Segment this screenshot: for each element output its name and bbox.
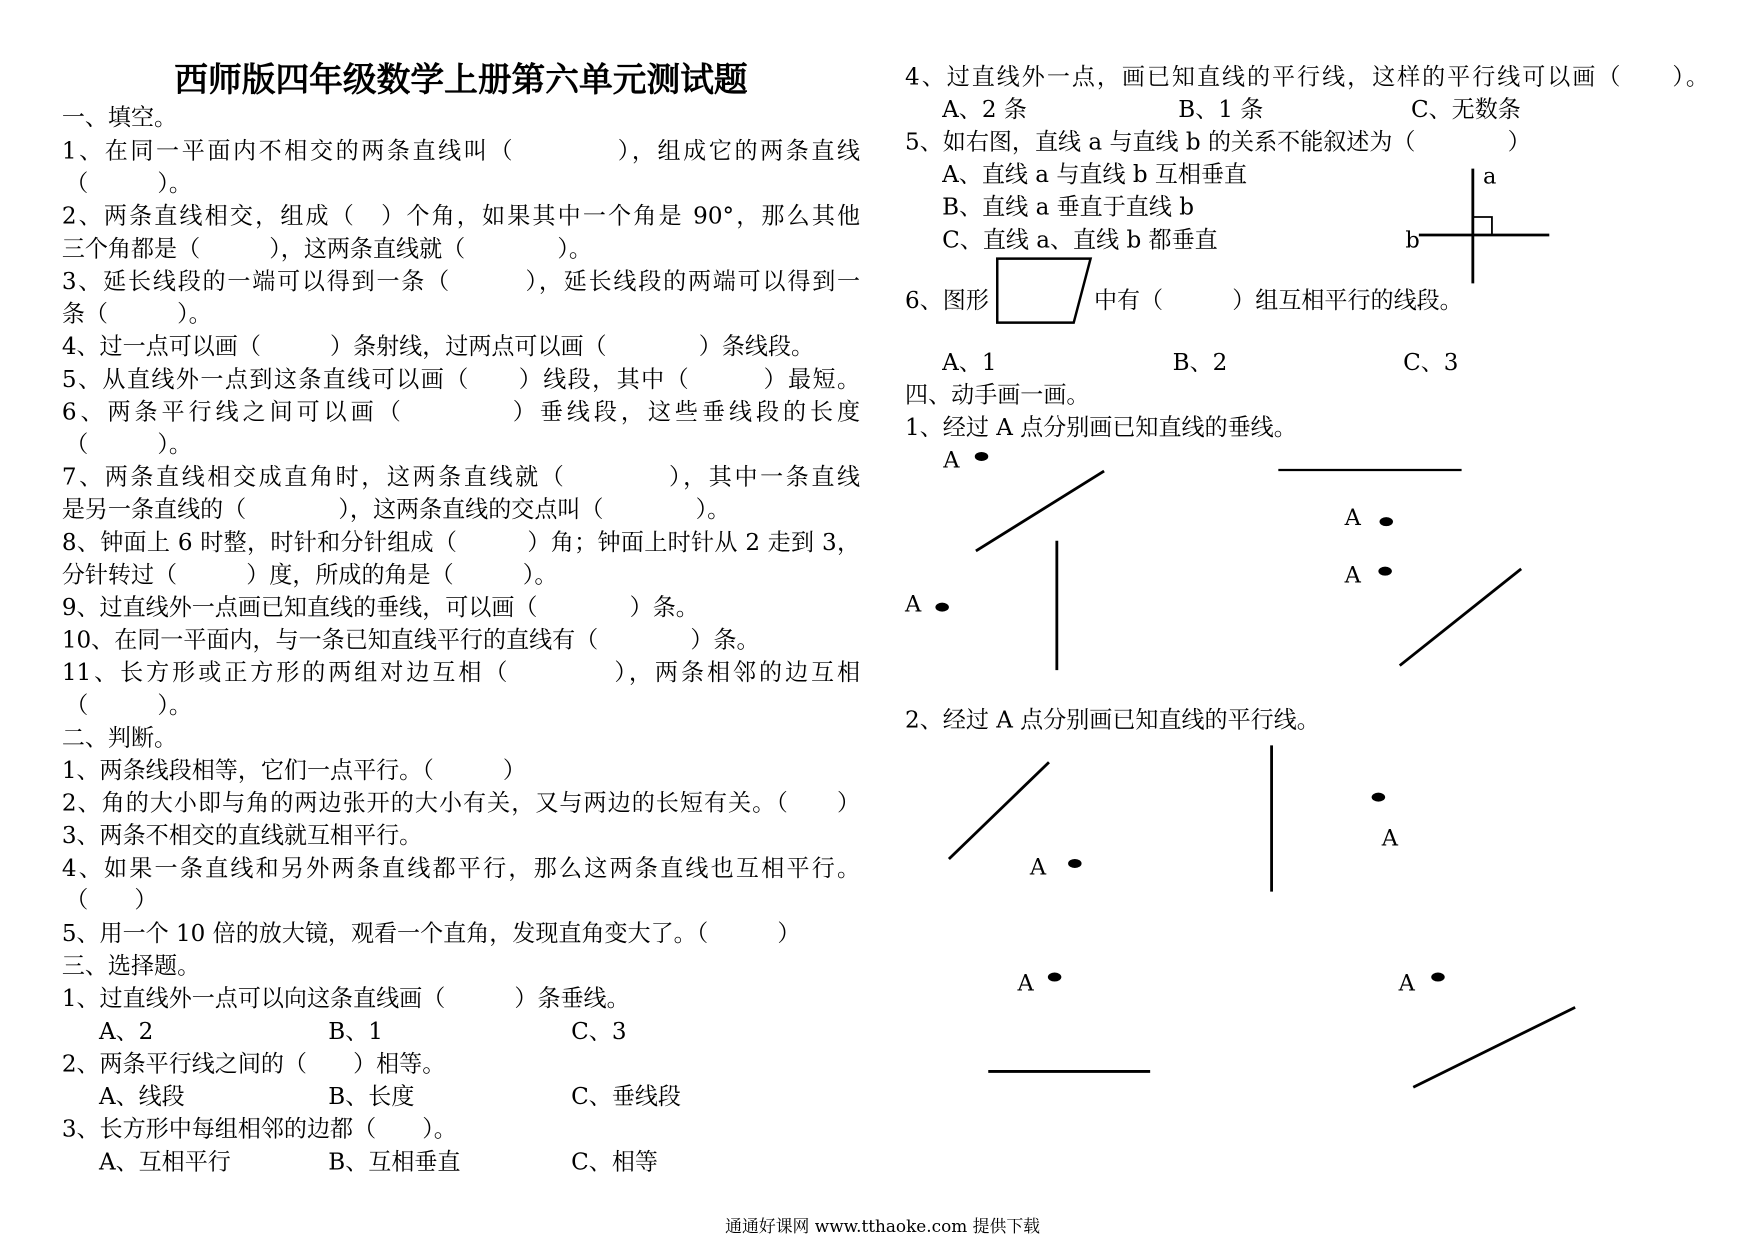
fill-blank-line: 6、两条平行线之间可以画（ ）垂线段，这些垂线段的长度 bbox=[61, 398, 861, 425]
point-a-dot bbox=[1048, 973, 1061, 982]
point-a-dot bbox=[935, 603, 948, 612]
fill-blank-line: 10、在同一平面内，与一条已知直线平行的直线有（ ）条。 bbox=[61, 626, 760, 654]
fill-blank-line: 5、从直线外一点到这条直线可以画（ ）线段，其中（ ）最短。 bbox=[61, 365, 861, 393]
point-a-label: A bbox=[943, 446, 960, 474]
option-b: B、1 条 bbox=[1178, 95, 1264, 123]
drawing-task-prompt: 1、经过 A 点分别画已知直线的垂线。 bbox=[905, 413, 1297, 441]
section-heading-fill-blank: 一、填空。 bbox=[61, 103, 178, 131]
judge-line: 5、用一个 10 倍的放大镜，观看一个直角，发现直角变大了。（ ） bbox=[61, 919, 801, 947]
fill-blank-line: 是另一条直线的（ ），这两条直线的交点叫（ ）。 bbox=[61, 495, 731, 523]
point-a-dot bbox=[1380, 517, 1393, 526]
section-heading-choice: 三、选择题。 bbox=[61, 952, 201, 980]
point-a-label: A bbox=[1398, 969, 1415, 997]
exam-title: 西师版四年级数学上册第六单元测试题 bbox=[174, 60, 748, 101]
fill-blank-line: 9、过直线外一点画已知直线的垂线，可以画（ ）条。 bbox=[61, 593, 699, 621]
option-a: A、2 bbox=[98, 1017, 154, 1045]
question-stem: 2、两条平行线之间的（ ）相等。 bbox=[61, 1050, 446, 1078]
fill-blank-line: 分针转过（ ）度，所成的角是（ ）。 bbox=[61, 561, 558, 589]
given-line bbox=[949, 762, 1049, 859]
point-a-dot bbox=[1378, 567, 1391, 576]
question-stem: 3、长方形中每组相邻的边都（ ）。 bbox=[61, 1115, 457, 1143]
fill-blank-line: （ ）。 bbox=[65, 169, 192, 197]
question-stem: 4、过直线外一点，画已知直线的平行线，这样的平行线可以画（ ）。 bbox=[905, 62, 1709, 90]
fill-blank-line: 3、延长线段的一端可以得到一条（ ），延长线段的两端可以得到一 bbox=[61, 267, 861, 295]
given-line bbox=[976, 471, 1104, 551]
point-a-label: A bbox=[1029, 853, 1047, 881]
option-a: A、线段 bbox=[98, 1082, 185, 1110]
line-b-label: b bbox=[1405, 225, 1420, 253]
question-stem-after-figure: 中有（ ）组互相平行的线段。 bbox=[1093, 286, 1463, 314]
judge-line: 2、角的大小即与角的两边张开的大小有关，又与两边的长短有关。（ ） bbox=[61, 789, 861, 817]
page-footer: 通通好课网 www.tthaoke.com 提供下载 bbox=[725, 1216, 1041, 1237]
fill-blank-line: 8、钟面上 6 时整，时针和分针组成（ ）角；钟面上时针从 2 走到 3， bbox=[61, 528, 861, 556]
drawing-task-prompt: 2、经过 A 点分别画已知直线的平行线。 bbox=[905, 706, 1320, 734]
question-stem-before-figure: 6、图形 bbox=[905, 286, 989, 314]
fill-blank-line: 7、两条直线相交成直角时，这两条直线就（ ），其中一条直线 bbox=[61, 463, 861, 491]
point-a-dot bbox=[975, 452, 988, 461]
judge-line: 4、如果一条直线和另外两条直线都平行，那么这两条直线也互相平行。 bbox=[61, 854, 861, 882]
option-b: B、2 bbox=[1172, 348, 1228, 376]
option-c: C、3 bbox=[571, 1017, 627, 1045]
option-b: B、互相垂直 bbox=[328, 1147, 461, 1175]
point-a-label: A bbox=[1017, 969, 1034, 997]
option-c: C、垂线段 bbox=[571, 1082, 681, 1110]
line-a-label: a bbox=[1482, 161, 1497, 189]
point-a-label: A bbox=[905, 590, 922, 618]
fill-blank-line: 三个角都是（ ），这两条直线就（ ）。 bbox=[61, 234, 592, 262]
point-a-dot bbox=[1372, 793, 1385, 802]
given-line bbox=[1413, 1007, 1575, 1087]
fill-blank-line: 1、在同一平面内不相交的两条直线叫（ ），组成它的两条直线 bbox=[61, 137, 861, 165]
option-a: A、互相平行 bbox=[98, 1147, 231, 1175]
option-c: C、相等 bbox=[571, 1147, 658, 1175]
fill-blank-line: 条（ ）。 bbox=[61, 300, 212, 328]
fill-blank-line: 2、两条直线相交，组成（ ）个角，如果其中一个角是 90°，那么其他 bbox=[61, 202, 861, 230]
option-c: C、直线 a、直线 b 都垂直 bbox=[942, 225, 1218, 253]
given-line bbox=[1400, 569, 1521, 666]
point-a-label: A bbox=[1344, 503, 1361, 531]
section-heading-judge: 二、判断。 bbox=[61, 724, 178, 752]
right-angle-mark bbox=[1473, 217, 1492, 235]
trapezoid-figure bbox=[997, 259, 1090, 323]
option-b: B、长度 bbox=[328, 1082, 415, 1110]
question-stem: 5、如右图，直线 a 与直线 b 的关系不能叙述为（ ） bbox=[905, 128, 1531, 156]
fill-blank-line: 11、长方形或正方形的两组对边互相（ ），两条相邻的边互相 bbox=[61, 658, 861, 686]
question-stem: 1、过直线外一点可以向这条直线画（ ）条垂线。 bbox=[61, 984, 630, 1012]
judge-line: 1、两条线段相等，它们一点平行。（ ） bbox=[61, 756, 526, 784]
judge-line: （ ） bbox=[65, 885, 158, 913]
section-heading-drawing: 四、动手画一画。 bbox=[905, 381, 1090, 409]
option-c: C、无数条 bbox=[1410, 95, 1521, 123]
option-a: A、2 条 bbox=[942, 95, 1027, 123]
judge-line: 3、两条不相交的直线就互相平行。 bbox=[61, 821, 423, 849]
option-a: A、直线 a 与直线 b 互相垂直 bbox=[942, 160, 1248, 188]
fill-blank-line: （ ）。 bbox=[65, 691, 192, 719]
option-b: B、1 bbox=[328, 1017, 383, 1045]
fill-blank-line: （ ）。 bbox=[65, 430, 192, 458]
point-a-dot bbox=[1068, 859, 1081, 868]
point-a-label: A bbox=[1344, 561, 1361, 589]
option-a: A、1 bbox=[942, 348, 997, 376]
point-a-label: A bbox=[1381, 824, 1399, 852]
option-b: B、直线 a 垂直于直线 b bbox=[942, 193, 1194, 221]
option-c: C、3 bbox=[1403, 348, 1459, 376]
fill-blank-line: 4、过一点可以画（ ）条射线，过两点可以画（ ）条线段。 bbox=[61, 332, 815, 360]
point-a-dot bbox=[1431, 973, 1444, 982]
